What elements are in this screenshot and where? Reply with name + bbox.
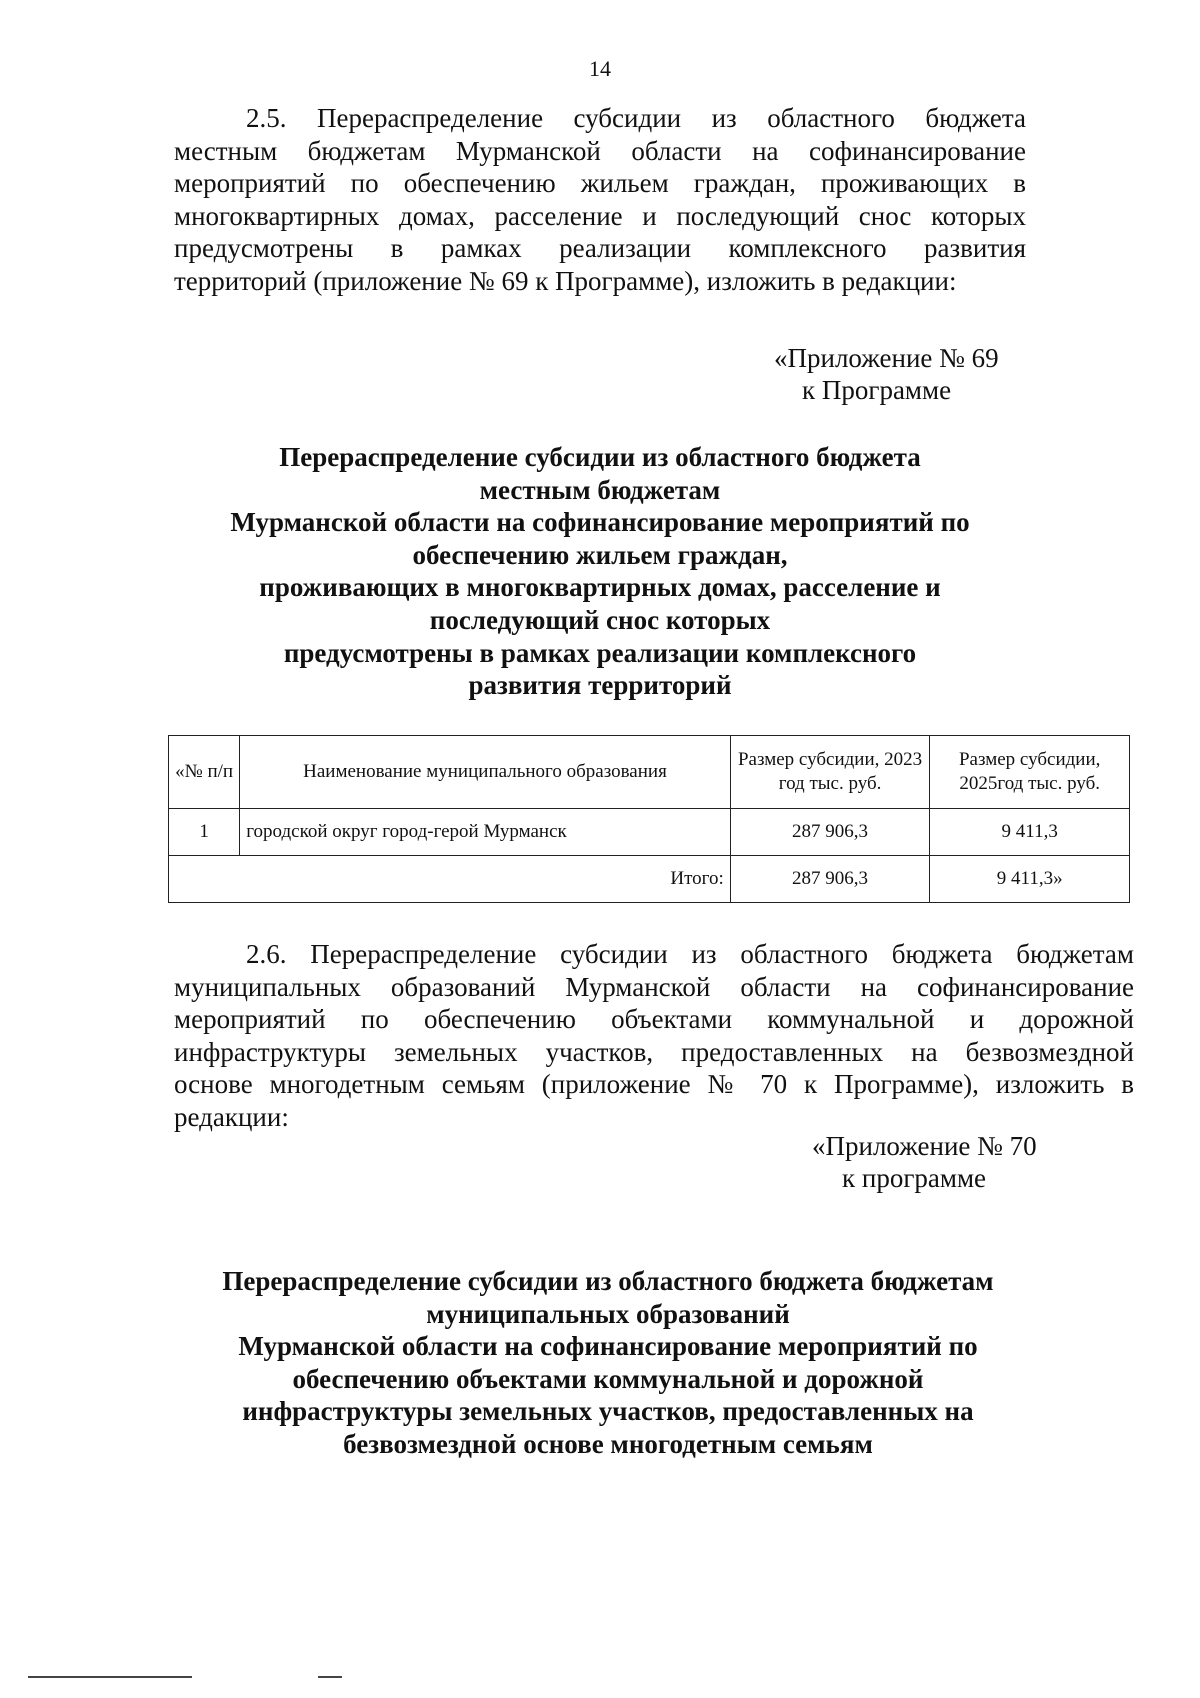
table-total-row	[169, 856, 1130, 903]
heading-line: последующий снос которых	[429, 604, 771, 635]
row-number: 1	[169, 809, 240, 856]
heading-appendix-70	[158, 1265, 1058, 1461]
heading-line: Мурманской области на софинансирование мероприятий по	[238, 1331, 978, 1362]
heading-line: муниципальных образований	[426, 1298, 790, 1329]
total-subsidy-2025: 9 411,3»	[930, 856, 1130, 903]
text-line: предусмотрены в рамках реализации комплексного развития	[174, 233, 1026, 264]
heading-line: местным бюджетам	[479, 474, 721, 505]
section-2-5-paragraph	[174, 102, 1026, 298]
row-subsidy-2023: 287 906,3	[730, 809, 930, 856]
heading-line: инфраструктуры земельных участков, предоставленных на	[242, 1396, 974, 1427]
text-line: 2.5. Перераспределение субсидии из областного бюджета	[246, 103, 1026, 133]
text-line: мероприятий по обеспечению объектами коммунальной и дорожной	[174, 1004, 1134, 1035]
heading-appendix-69	[150, 441, 1050, 702]
text-line: местным бюджетам Мурманской области на софинансирование	[174, 135, 1026, 166]
heading-line: Перераспределение субсидии из областного бюджета бюджетам	[222, 1266, 994, 1296]
total-label: Итого:	[169, 856, 731, 903]
text-line: 2.6. Перераспределение субсидии из областного бюджета бюджетам	[246, 939, 1134, 969]
appendix-title: «Приложение № 70	[812, 1131, 1037, 1161]
header-municipality: Наименование муниципального образования	[240, 736, 731, 809]
footer-rule	[28, 1676, 192, 1678]
table-header-row	[169, 736, 1130, 809]
header-subsidy-2023: Размер субсидии, 2023 год тыс. руб.	[730, 736, 930, 809]
row-municipality: городской округ город-герой Мурманск	[240, 809, 731, 856]
appendix-subtitle: к Программе	[802, 375, 952, 405]
header-number: «№ п/п	[169, 736, 240, 809]
text-line: инфраструктуры земельных участков, предоставленных на безвозмездной	[174, 1036, 1134, 1067]
appendix-70-reference	[812, 1130, 1037, 1194]
heading-line: обеспечению жильем граждан,	[412, 539, 788, 570]
row-subsidy-2025: 9 411,3	[930, 809, 1130, 856]
total-subsidy-2023: 287 906,3	[730, 856, 930, 903]
page-number: 14	[589, 56, 611, 81]
subsidy-table	[168, 735, 1130, 903]
text-line: многоквартирных домах, расселение и последующий снос которых	[174, 200, 1026, 231]
heading-line: обеспечению объектами коммунальной и дорожной	[292, 1363, 924, 1394]
footer-rule	[318, 1676, 342, 1678]
heading-line: предусмотрены в рамках реализации комплексного	[283, 637, 917, 668]
heading-line: безвозмездной основе многодетным семьям	[343, 1428, 873, 1459]
header-subsidy-2025: Размер субсидии, 2025год тыс. руб.	[930, 736, 1130, 809]
text-line: муниципальных образований Мурманской области на софинансирование	[174, 971, 1134, 1002]
heading-line: Перераспределение субсидии из областного бюджета	[279, 442, 921, 472]
section-2-6-paragraph	[174, 938, 1134, 1134]
table-row	[169, 809, 1130, 856]
text-line: основе многодетным семьям (приложение № 70 к Программе), изложить в	[174, 1069, 1134, 1100]
heading-line: Мурманской области на софинансирование мероприятий по	[230, 507, 970, 538]
heading-line: развития территорий	[468, 670, 732, 701]
text-line: мероприятий по обеспечению жильем граждан, проживающих в	[174, 168, 1026, 199]
text-line: редакции:	[174, 1101, 289, 1132]
heading-line: проживающих в многоквартирных домах, расселение и	[259, 572, 941, 603]
text-line: территорий (приложение № 69 к Программе), изложить в редакции:	[174, 265, 957, 296]
appendix-69-reference	[774, 342, 999, 406]
appendix-subtitle: к программе	[842, 1163, 987, 1193]
appendix-title: «Приложение № 69	[774, 343, 999, 373]
